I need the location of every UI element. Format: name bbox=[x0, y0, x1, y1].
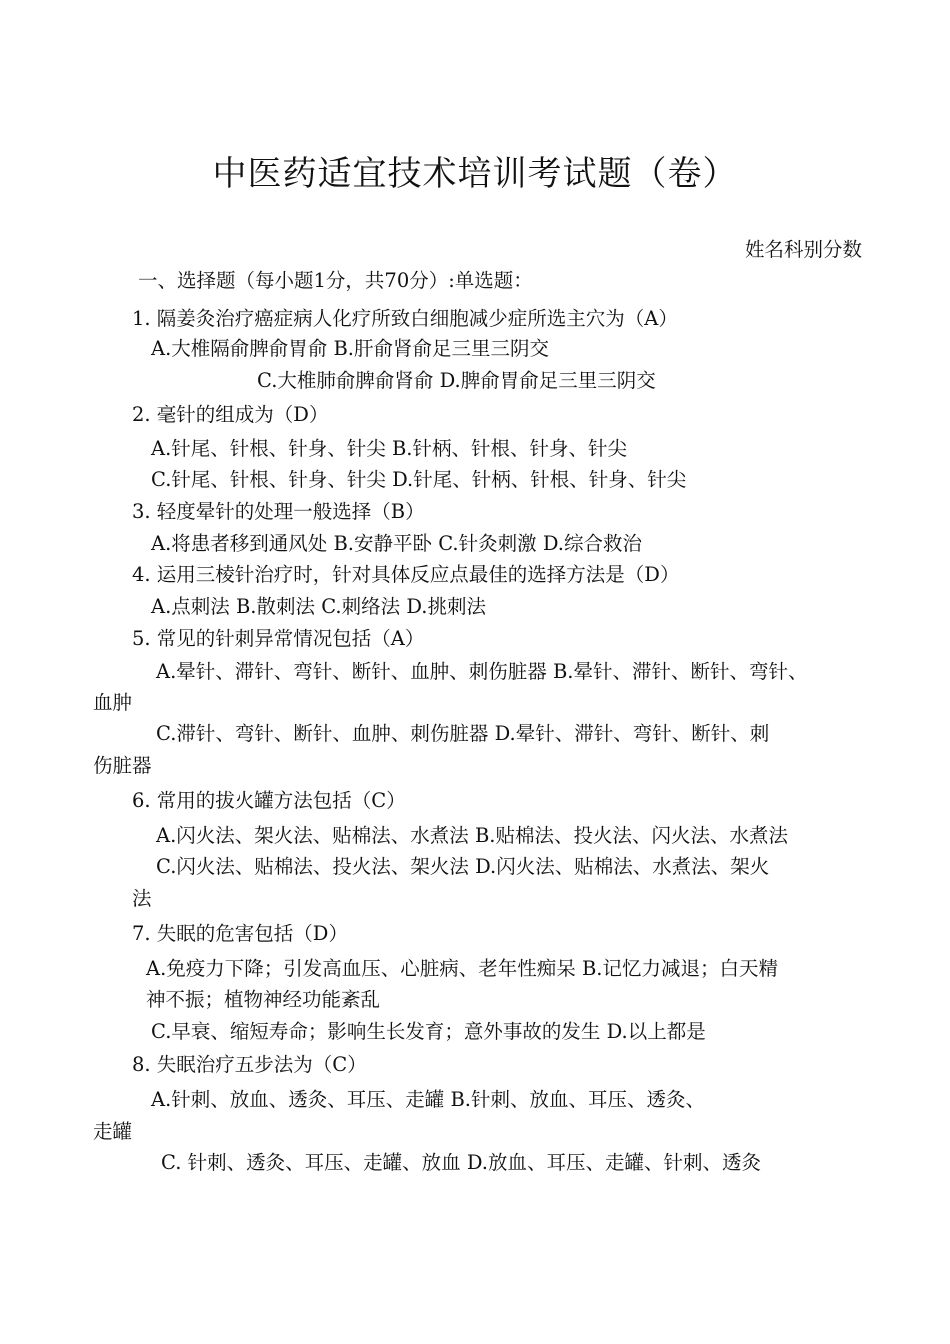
question-3-options: A.将患者移到通风处 B.安静平卧 C.针灸刺激 D.综合救治 bbox=[151, 532, 642, 555]
question-7: 7. 失眠的危害包括（D） bbox=[132, 922, 348, 945]
name-department-score-header: 姓名科别分数 bbox=[744, 238, 862, 261]
question-7-options-cd: C.早衰、缩短寿命；影响生长发育；意外事故的发生 D.以上都是 bbox=[151, 1020, 706, 1043]
question-4-options: A.点刺法 B.散刺法 C.刺络法 D.挑刺法 bbox=[151, 595, 486, 618]
document-title: 中医药适宜技术培训考试题（卷） bbox=[212, 154, 738, 194]
question-1: 1. 隔姜灸治疗癌症病人化疗所致白细胞减少症所选主穴为（A） bbox=[132, 307, 678, 330]
question-5-options-cd: C.滞针、弯针、断针、血肿、刺伤脏器 D.晕针、滞针、弯针、断针、刺 bbox=[156, 722, 770, 745]
question-6-options-ab: A.闪火法、架火法、贴棉法、水煮法 B.贴棉法、投火法、闪火法、水煮法 bbox=[156, 824, 789, 847]
question-6-options-cd-cont: 法 bbox=[132, 887, 152, 910]
question-6-options-cd: C.闪火法、贴棉法、投火法、架火法 D.闪火法、贴棉法、水煮法、架火 bbox=[156, 855, 770, 878]
question-5-options-ab-cont: 血肿 bbox=[93, 691, 133, 714]
question-8: 8. 失眠治疗五步法为（C） bbox=[132, 1053, 367, 1076]
question-6: 6. 常用的拔火罐方法包括（C） bbox=[132, 789, 406, 812]
question-7-options-ab-cont: 神不振；植物神经功能紊乱 bbox=[146, 988, 381, 1011]
question-5: 5. 常见的针刺异常情况包括（A） bbox=[132, 627, 425, 650]
question-2-options-ab: A.针尾、针根、针身、针尖 B.针柄、针根、针身、针尖 bbox=[151, 437, 628, 460]
question-2: 2. 毫针的组成为（D） bbox=[132, 403, 329, 426]
question-2-options-cd: C.针尾、针根、针身、针尖 D.针尾、针柄、针根、针身、针尖 bbox=[151, 468, 687, 491]
question-1-options-ab: A.大椎隔俞脾俞胃俞 B.肝俞肾俞足三里三阴交 bbox=[151, 337, 550, 360]
question-7-options-ab: A.免疫力下降；引发高血压、心脏病、老年性痴呆 B.记忆力减退；白天精 bbox=[146, 957, 779, 980]
question-8-options-ab-cont: 走罐 bbox=[93, 1120, 133, 1143]
question-4: 4. 运用三棱针治疗时，针对具体反应点最佳的选择方法是（D） bbox=[132, 563, 680, 586]
section-heading: 一、选择题（每小题1分，共70分）:单选题： bbox=[138, 269, 533, 292]
question-8-options-cd: C. 针刺、透灸、耳压、走罐、放血 D.放血、耳压、走罐、针刺、透灸 bbox=[161, 1151, 761, 1174]
question-1-options-cd: C.大椎肺俞脾俞肾俞 D.脾俞胃俞足三里三阴交 bbox=[257, 369, 656, 392]
question-5-options-cd-cont: 伤脏器 bbox=[93, 754, 152, 777]
question-3: 3. 轻度晕针的处理一般选择（B） bbox=[132, 500, 425, 523]
question-5-options-ab: A.晕针、滞针、弯针、断针、血肿、刺伤脏器 B.晕针、滞针、断针、弯针、 bbox=[156, 660, 808, 683]
question-8-options-ab: A.针刺、放血、透灸、耳压、走罐 B.针刺、放血、耳压、透灸、 bbox=[151, 1088, 706, 1111]
